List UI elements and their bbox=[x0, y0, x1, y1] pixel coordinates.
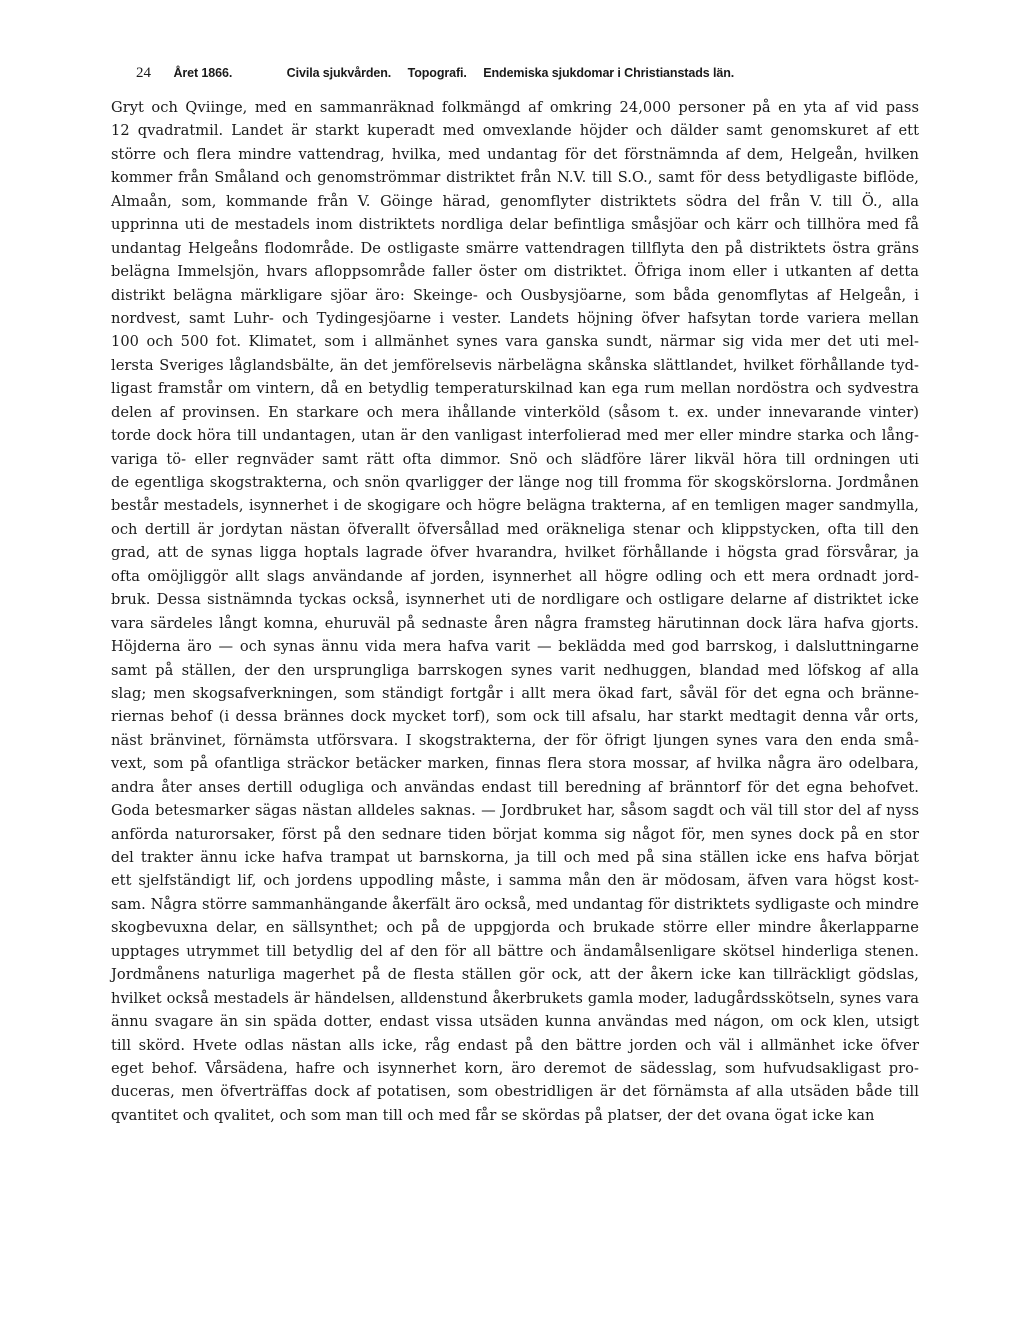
text-line: Jordmånens naturliga magerhet på de flesta ställen gör ock, att der åkern icke kan tillräckligt gödslas, bbox=[111, 966, 919, 984]
text-line: andra åter anses dertill odugliga och användas endast till beredning af bränntorf för det egna behofvet. bbox=[111, 778, 919, 796]
text-line: och dertill är jordytan nästan öfverallt öfversållad med oräkneliga stenar och klippstycken, ofta till den bbox=[111, 520, 919, 538]
header-year: Året 1866. bbox=[173, 66, 233, 80]
text-line: ett sjelfständigt lif, och jordens uppodling måste, i samma mån den är mödosam, äfven vara högst kost- bbox=[111, 872, 919, 890]
text-line: qvantitet och qvalitet, och som man till och med får se skördas på platser, der det ovana ögat icke kan bbox=[111, 1106, 875, 1124]
text-line: riernas behof (i dessa brännes dock mycket torf), som ock till afsalu, har starkt medtagit denna vår orts, bbox=[111, 708, 919, 726]
text-line: duceras, men öfverträffas dock af potatisen, som obestridligen är det förnämsta af alla utsäden både till bbox=[111, 1083, 919, 1101]
text-line: belägna Immelsjön, hvars afloppsområde faller öster om distriktet. Öfriga inom eller i utkanten af detta bbox=[111, 263, 919, 281]
text-line: består mestadels, isynnerhet i de skogigare och högre belägna trakterna, af en temligen mager sandmylla, bbox=[111, 497, 919, 515]
text-line: 12 qvadratmil. Landet är starkt kuperadt med omvexlande höjder och dälder samt genomskuret af ett bbox=[111, 122, 919, 140]
text-line: Goda betesmarker sägas nästan alldeles saknas. — Jordbruket har, såsom sagdt och väl till stor del af nyss bbox=[111, 802, 919, 820]
text-line: sam. Några större sammanhängande åkerfält äro också, med undantag för distriktets sydligaste och mindre bbox=[111, 895, 919, 913]
header-section: Civila sjukvården. bbox=[286, 66, 392, 80]
text-line: vara särdeles långt komna, ehuruväl på sednaste åren några framsteg härutinnan dock lära hafva gjorts. bbox=[111, 614, 919, 632]
text-line: vext, som på ofantliga sträckor betäcker marken, finnas flera stora mossar, af hvilka några äro odelbara, bbox=[111, 755, 919, 773]
text-line: Höjderna äro — och synas ännu vida mera hafva varit — beklädda med god barrskog, i dalsluttningarne bbox=[111, 638, 919, 656]
text-line: upptages utrymmet till betydlig del af den för all bättre och ändamålsenligare skötsel hinderliga stenen. bbox=[111, 942, 919, 960]
page-number: 24 bbox=[136, 65, 151, 81]
text-line: upprinna uti de mestadels inom distriktets nordliga delar befintliga småsjöar och kärr och tillhöra med få bbox=[111, 216, 919, 234]
text-line: undantag Helgeåns flodområde. De ostligaste smärre vattendragen tillflyta den på distriktets östra gräns bbox=[111, 239, 919, 257]
text-line: variga tö- eller regnväder samt rätt ofta dimmor. Snö och slädföre lärer likväl höra till ordningen uti bbox=[111, 450, 919, 468]
text-line: delen af provinsen. En starkare och mera ihållande vinterköld (såsom t. ex. under innevarande vinter) bbox=[111, 403, 919, 421]
text-line: hvilket också mestadels är händelsen, alldenstund åkerbrukets gamla moder, ladugårdsskötseln, synes vara bbox=[111, 989, 919, 1007]
header-subsection: Topografi. bbox=[407, 66, 467, 80]
text-line: torde dock höra till undantagen, utan är den vanligast interfolierad med mer eller mindre starka och lång- bbox=[111, 427, 919, 445]
text-line: större och flera mindre vattendrag, hvilka, med undantag för det förstnämnda af dem, Helgeån, hvilken bbox=[111, 145, 919, 163]
text-line: kommer från Småland och genomströmmar distriktet från N.V. till S.O., samt för dess betydligaste biflöde, bbox=[111, 169, 919, 187]
text-line: 100 och 500 fot. Klimatet, som i allmänhet synes vara ganska sundt, närmar sig vida mer det uti mel- bbox=[111, 333, 919, 351]
text-line: ligast framstår om vintern, då en betydlig temperaturskilnad kan ega rum mellan nordöstra och sydvestra bbox=[111, 380, 919, 398]
text-line: anförda naturorsaker, först på den sednare tiden börjat komma sig något för, men synes dock på en stor bbox=[111, 825, 919, 843]
text-line: skogbevuxna delar, en sällsynthet; och på de uppgjorda och brukade större eller mindre åkerlapparne bbox=[111, 919, 919, 937]
running-header bbox=[136, 63, 916, 83]
text-line: samt på ställen, der den ursprungliga barrskogen synes varit nedhuggen, blandad med löfskog af alla bbox=[111, 661, 919, 679]
text-line: del trakter ännu icke hafva trampat ut barnskorna, ja till och med på sina ställen icke ens hafva börjat bbox=[111, 849, 919, 866]
text-line: Almaån, som, kommande från V. Göinge härad, genomflyter distriktets södra del från V. till Ö., alla bbox=[111, 192, 919, 210]
header-topic: Endemiska sjukdomar i Christianstads län. bbox=[483, 66, 735, 80]
text-line: lersta Sveriges låglandsbälte, än det jemförelsevis närbelägna skånska slättlandet, hvilket förhållande tyd- bbox=[111, 356, 919, 374]
text-line: ofta omöjliggör allt slags användande af jorden, isynnerhet all högre odling och ett mera ordnadt jord- bbox=[111, 567, 919, 585]
body-text bbox=[111, 96, 919, 1127]
text-line: nordvest, samt Luhr- och Tydingesjöarne i vester. Landets höjning öfver hafsytan torde variera mellan bbox=[111, 309, 919, 327]
text-line: grad, att de synas ligga hoptals lagrade öfver hvarandra, hvilket förhållande i högsta grad försvårar, ja bbox=[111, 544, 919, 562]
text-line: till skörd. Hvete odlas nästan alls icke, råg endast på den bättre jorden och väl i allmänhet icke öfver bbox=[111, 1036, 919, 1054]
text-line: de egentliga skogstrakterna, och snön qvarligger der länge nog till fromma för skogskörslorna. Jordmånen bbox=[111, 474, 919, 491]
text-line: Gryt och Qviinge, med en sammanräknad folkmängd af omkring 24,000 personer på en yta af vid pass bbox=[111, 99, 919, 116]
text-line: bruk. Dessa sistnämnda tyckas också, isynnerhet uti de nordligare och ostligare delarne af distriktet icke bbox=[111, 591, 919, 609]
text-line: näst bränvinet, förnämsta utförsvara. I skogstrakterna, der för öfrigt ljungen synes vara den enda små- bbox=[111, 731, 919, 749]
text-line: slag; men skogsafverkningen, som ständigt fortgår i allt mera ökad fart, såväl för det egna och bränne- bbox=[111, 684, 919, 702]
text-line: ännu svagare än sin späda dotter, endast vissa utsäden kunna användas med nágon, om ock klen, utsigt bbox=[111, 1013, 919, 1031]
text-line: distrikt belägna märkligare sjöar äro: Skeinge- och Ousbysjöarne, som båda genomflytas af Helgeån, i bbox=[111, 286, 919, 304]
text-line: eget behof. Vårsädena, hafre och isynnerhet korn, äro deremot de sädesslag, som hufvudsakligast pro- bbox=[111, 1059, 919, 1077]
